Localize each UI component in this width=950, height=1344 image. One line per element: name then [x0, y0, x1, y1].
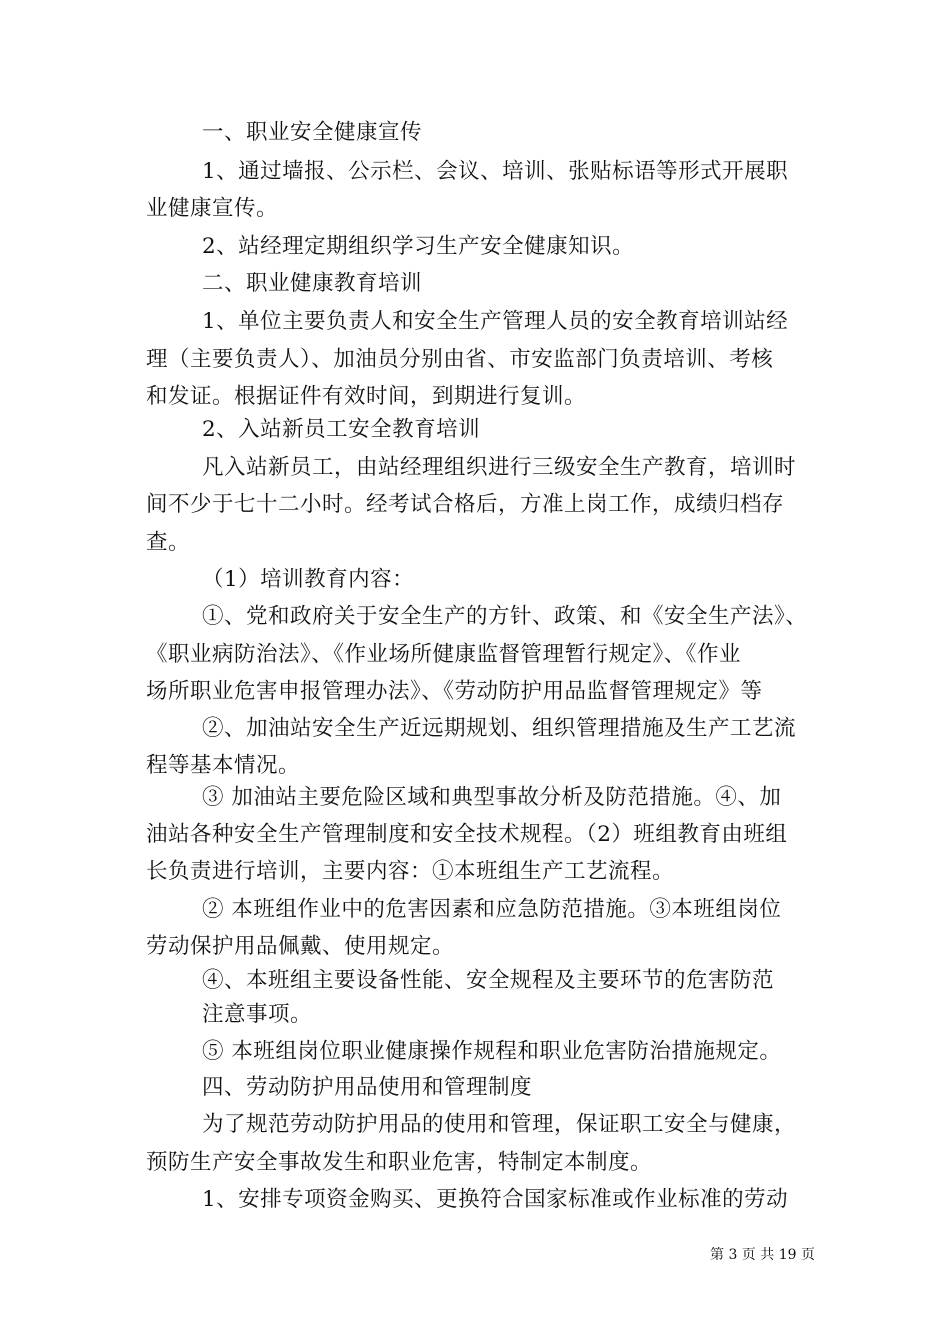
text-line: 理（主要负责人）、加油员分别由省、市安监部门负责培训、考核: [146, 347, 774, 372]
text-line: 预防生产安全事故发生和职业危害，特制定本制度。: [146, 1150, 653, 1175]
text-line: 二、职业健康教育培训: [202, 271, 423, 296]
text-line: ②、加油站安全生产近远期规划、组织管理措施及生产工艺流: [202, 716, 797, 741]
text-line: 1、单位主要负责人和安全生产管理人员的安全教育培训站经: [202, 309, 789, 334]
text-line: 劳动保护用品佩戴、使用规定。: [146, 934, 455, 959]
text-line: 间不少于七十二小时。经考试合格后，方准上岗工作，成绩归档存: [146, 492, 785, 517]
text-line: 凡入站新员工，由站经理组织进行三级安全生产教育，培训时: [202, 455, 797, 480]
text-line: ③ 加油站主要危险区域和典型事故分析及防范措施。④、加: [202, 785, 782, 810]
text-line: ② 本班组作业中的危害因素和应急防范措施。③本班组岗位: [202, 897, 782, 922]
text-line: ①、党和政府关于安全生产的方针、政策、和《安全生产法》、: [202, 604, 808, 629]
text-line: 查。: [146, 530, 191, 555]
text-line: 长负责进行培训，主要内容：①本班组生产工艺流程。: [146, 859, 675, 884]
text-line: 一、职业安全健康宣传: [202, 120, 423, 145]
page-number: 第 3 页 共 19 页: [710, 1247, 815, 1263]
text-line: 和发证。根据证件有效时间，到期进行复训。: [146, 384, 587, 409]
text-line: 2、入站新员工安全教育培训: [202, 417, 481, 442]
text-line: 程等基本情况。: [146, 753, 301, 778]
text-line: 为了规范劳动防护用品的使用和管理，保证职工安全与健康，: [202, 1112, 797, 1137]
text-line: 《职业病防治法》、《作业场所健康监督管理暂行规定》、《作业: [146, 642, 742, 667]
text-line: 业健康宣传。: [146, 196, 279, 221]
text-line: 油站各种安全生产管理制度和安全技术规程。（2）班组教育由班组: [146, 822, 788, 847]
text-line: 场所职业危害申报管理办法》、《劳动防护用品监督管理规定》等: [146, 679, 763, 704]
text-line: 1、安排专项资金购买、更换符合国家标准或作业标准的劳动: [202, 1187, 789, 1212]
text-line: 四、劳动防护用品使用和管理制度: [202, 1075, 533, 1100]
text-line: ④、本班组主要设备性能、安全规程及主要环节的危害防范: [202, 968, 775, 993]
text-line: 2、站经理定期组织学习生产安全健康知识。: [202, 234, 635, 259]
text-line: 注意事项。: [202, 1002, 313, 1027]
text-line: ⑤ 本班组岗位职业健康操作规程和职业危害防治措施规定。: [202, 1039, 782, 1064]
text-line: 1、通过墙报、公示栏、会议、培训、张贴标语等形式开展职: [202, 159, 789, 184]
text-line: （1）培训教育内容：: [202, 567, 415, 592]
